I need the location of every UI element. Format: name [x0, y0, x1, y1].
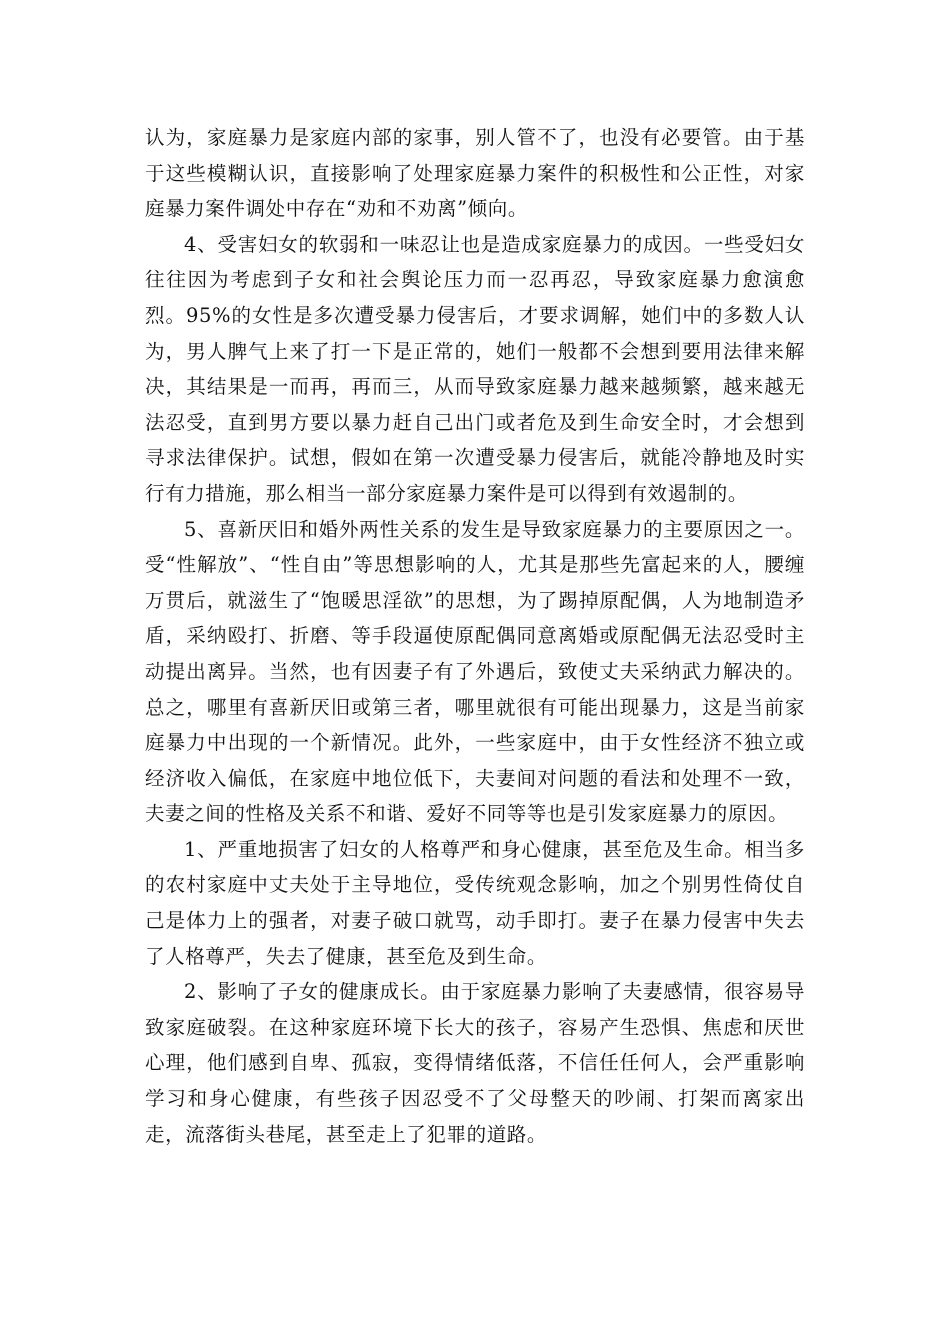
paragraph-continuation: 认为，家庭暴力是家庭内部的家事，别人管不了，也没有必要管。由于基于这些模糊认识，直接影响了处理家庭暴力案件的积极性和公正性，对家庭暴力案件调处中存在“劝和不劝离”倾向。	[145, 126, 805, 221]
paragraph-harm-1: 1、严重地损害了妇女的人格尊严和身心健康，甚至危及生命。相当多的农村家庭中丈夫处于主导地位，受传统观念影响，加之个别男性倚仗自己是体力上的强者，对妻子破口就骂，动手即打。妻子在暴力侵害中失去了人格尊严，失去了健康，甚至危及到生命。	[145, 837, 805, 968]
paragraph-point-4: 4、受害妇女的软弱和一味忍让也是造成家庭暴力的成因。一些受妇女往往因为考虑到子女和社会舆论压力而一忍再忍，导致家庭暴力愈演愈烈。95%的女性是多次遭受暴力侵害后，才要求调解，她们中的多数人认为，男人脾气上来了打一下是正常的，她们一般都不会想到要用法律来解决，其结果是一而再，再而三，从而导致家庭暴力越来越频繁，越来越无法忍受，直到男方要以暴力赶自己出门或者危及到生命安全时，才会想到寻求法律保护。试想，假如在第一次遭受暴力侵害后，就能冷静地及时实行有力措施，那么相当一部分家庭暴力案件是可以得到有效遏制的。	[145, 232, 805, 505]
document-body	[145, 120, 805, 1152]
paragraph-point-5: 5、喜新厌旧和婚外两性关系的发生是导致家庭暴力的主要原因之一。受“性解放”、“性自由”等思想影响的人，尤其是那些先富起来的人，腰缠万贯后，就滋生了“饱暖思淫欲”的思想，为了踢掉原配偶，人为地制造矛盾，采纳殴打、折磨、等手段逼使原配偶同意离婚或原配偶无法忍受时主动提出离异。当然，也有因妻子有了外遇后，致使丈夫采纳武力解决的。总之，哪里有喜新厌旧或第三者，哪里就很有可能出现暴力，这是当前家庭暴力中出现的一个新情况。此外，一些家庭中，由于女性经济不独立或经济收入偏低，在家庭中地位低下，夫妻间对问题的看法和处理不一致，夫妻之间的性格及关系不和谐、爱好不同等等也是引发家庭暴力的原因。	[145, 517, 805, 826]
paragraph-harm-2: 2、影响了子女的健康成长。由于家庭暴力影响了夫妻感情，很容易导致家庭破裂。在这种家庭环境下长大的孩子，容易产生恐惧、焦虑和厌世心理，他们感到自卑、孤寂，变得情绪低落，不信任任何人，会严重影响学习和身心健康，有些孩子因忍受不了父母整天的吵闹、打架而离家出走，流落街头巷尾，甚至走上了犯罪的道路。	[145, 980, 805, 1146]
